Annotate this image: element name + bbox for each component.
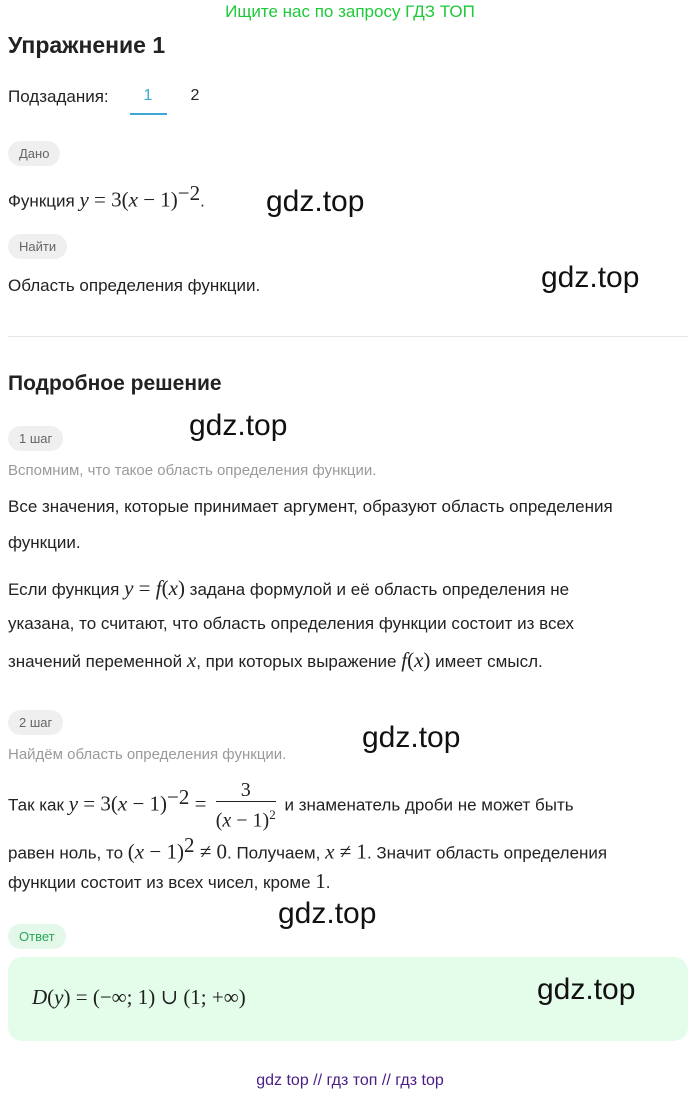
divider xyxy=(8,336,688,337)
watermark: gdz.top xyxy=(266,185,365,218)
step1-paragraph2-line2: указана, то считают, что область определения функции состоит из всех xyxy=(8,614,575,633)
step1-line2: функции. xyxy=(8,533,81,552)
given-prefix: Функция xyxy=(8,191,75,211)
find-pill: Найти xyxy=(8,234,67,259)
subtask-tab-2[interactable]: 2 xyxy=(190,87,200,104)
step1-line1: Все значения, которые принимает аргумент, образуют область определения xyxy=(8,497,613,516)
footer-link-3[interactable]: гдз top xyxy=(395,1072,444,1089)
step2-line1: Так как $y = 3(x - 1)^{-2}$ = $\frac{3}{(x - 1)^2}$ и знаменатель дроби не может быть xyxy=(8,778,574,832)
given-text: Функция $y = 3(x - 1)^{-2}$. xyxy=(8,181,205,212)
given-pill: Дано xyxy=(8,141,60,166)
footer-link-2[interactable]: гдз топ xyxy=(326,1072,378,1089)
step1-paragraph2-line1: Если функция y = f(x) задана формулой и её область определения не xyxy=(8,576,570,600)
given-formula: y xyxy=(79,187,89,212)
exercise-title: Упражнение 1 xyxy=(8,32,166,58)
step1-paragraph2-line3: значений переменной x, при которых выражение f(x) имеет смысл. xyxy=(8,648,543,672)
solution-title: Подробное решение xyxy=(8,372,222,395)
step2-hint: Найдём область определения функции. xyxy=(8,746,287,763)
step1-pill: 1 шаг xyxy=(8,426,63,451)
footer-separator: // xyxy=(313,1072,323,1089)
find-text: Область определения функции. xyxy=(8,276,261,295)
answer-formula: D(y) = (−∞; 1) ∪ (1; +∞) xyxy=(32,985,246,1009)
active-tab-indicator xyxy=(130,113,167,115)
fraction: $\frac{3}{(x - 1)^2}$ xyxy=(215,778,276,832)
watermark: gdz.top xyxy=(278,897,377,930)
watermark: gdz.top xyxy=(362,721,461,754)
subtask-tab-1[interactable]: 1 xyxy=(143,87,153,104)
footer-separator: // xyxy=(381,1072,391,1089)
step2-pill: 2 шаг xyxy=(8,710,63,735)
watermark: gdz.top xyxy=(537,973,636,1006)
watermark: gdz.top xyxy=(189,409,288,442)
step2-line2: равен ноль, то $(x - 1)^2 \ne 0$. Получаем, x ≠ 1. Значит область определения xyxy=(8,833,608,864)
top-banner[interactable]: Ищите нас по запросу ГДЗ ТОП xyxy=(225,2,475,21)
watermark: gdz.top xyxy=(541,261,640,294)
subtasks-label: Подзадания: xyxy=(8,87,109,106)
answer-pill: Ответ xyxy=(8,924,66,949)
step1-hint: Вспомним, что такое область определения функции. xyxy=(8,462,377,479)
footer-link-1[interactable]: gdz top xyxy=(256,1072,309,1089)
step2-line3: функции состоит из всех чисел, кроме 1. xyxy=(8,869,331,893)
footer-links xyxy=(0,1072,700,1090)
